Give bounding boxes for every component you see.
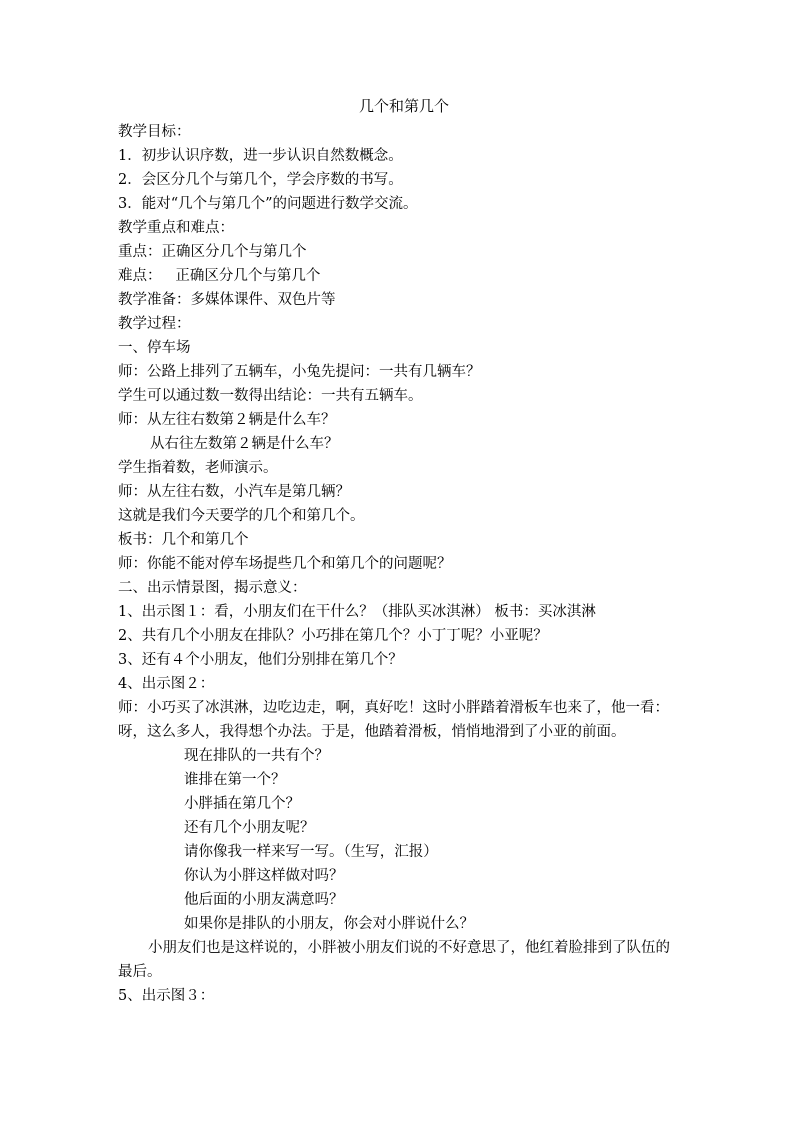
text-line: 2、共有几个小朋友在排队？小巧排在第几个？小丁丁呢？小亚呢？ — [118, 628, 548, 644]
section-heading: 一、停车场 — [118, 340, 191, 356]
text-line: 1、出示图１：看，小朋友们在干什么？（排队买冰淇淋） 板书：买冰淇淋 — [118, 604, 596, 620]
text-line: 这就是我们今天要学的几个和第几个。 — [118, 508, 365, 524]
text-line: 如果你是排队的小朋友，你会对小胖说什么？ — [184, 916, 474, 932]
text-line: 重点：正确区分几个与第几个 — [118, 244, 307, 260]
text-line: 5、出示图３： — [118, 988, 215, 1004]
text-line: 师：你能不能对停车场提些几个和第几个的问题呢？ — [118, 556, 452, 572]
text-line: 教学重点和难点： — [118, 220, 234, 236]
text-line: 师：公路上排列了五辆车，小兔先提问：一共有几辆车？ — [118, 364, 481, 380]
text-paragraph: 师：小巧买了冰淇淋，边吃边走，啊，真好吃！这时小胖踏着滑板车也来了，他一看：呀，这么多人，我得想个办法。于是，他踏着滑板，悄悄地滑到了小亚的前面。 — [118, 700, 669, 740]
text-line: 4、出示图２： — [118, 676, 215, 692]
document-title: 几个和第几个 — [358, 97, 449, 115]
text-line: 谁排在第一个？ — [184, 772, 286, 788]
text-paragraph: 小朋友们也是这样说的，小胖被小朋友们说的不好意思了，他红着脸排到了队伍的最后。 — [118, 940, 670, 980]
text-line: 教学目标： — [118, 124, 191, 140]
text-line: 板书：几个和第几个 — [118, 532, 249, 548]
text-line: 还有几个小朋友呢？ — [184, 820, 315, 836]
text-line: 你认为小胖这样做对吗？ — [184, 868, 344, 884]
text-line: 学生指着数，老师演示。 — [118, 460, 278, 476]
text-line: 从右往左数第２辆是什么车？ — [150, 436, 339, 452]
section-heading: 二、出示情景图，揭示意义： — [118, 580, 307, 596]
text-line: 请你像我一样来写一写。（生写，汇报） — [184, 844, 438, 860]
text-line: 2．会区分几个与第几个，学会序数的书写。 — [118, 172, 403, 188]
text-line: 现在排队的一共有个？ — [184, 748, 329, 764]
text-line: 教学过程： — [118, 316, 191, 332]
text-line: 教学准备：多媒体课件、双色片等 — [118, 292, 336, 308]
text-line: 师：从左往右数，小汽车是第几辆？ — [118, 484, 350, 500]
text-line: 师：从左往右数第２辆是什么车？ — [118, 412, 336, 428]
text-line: 难点： 正确区分几个与第几个 — [118, 268, 321, 284]
text-line: 3、还有４个小朋友，他们分别排在第几个？ — [118, 652, 403, 668]
text-line: 1．初步认识序数，进一步认识自然数概念。 — [118, 148, 403, 164]
text-line: 3．能对“几个与第几个”的问题进行数学交流。 — [118, 196, 418, 212]
text-line: 他后面的小朋友满意吗？ — [184, 892, 344, 908]
document-page — [118, 96, 688, 1008]
text-line: 小胖插在第几个？ — [184, 796, 300, 812]
text-line: 学生可以通过数一数得出结论：一共有五辆车。 — [118, 388, 423, 404]
